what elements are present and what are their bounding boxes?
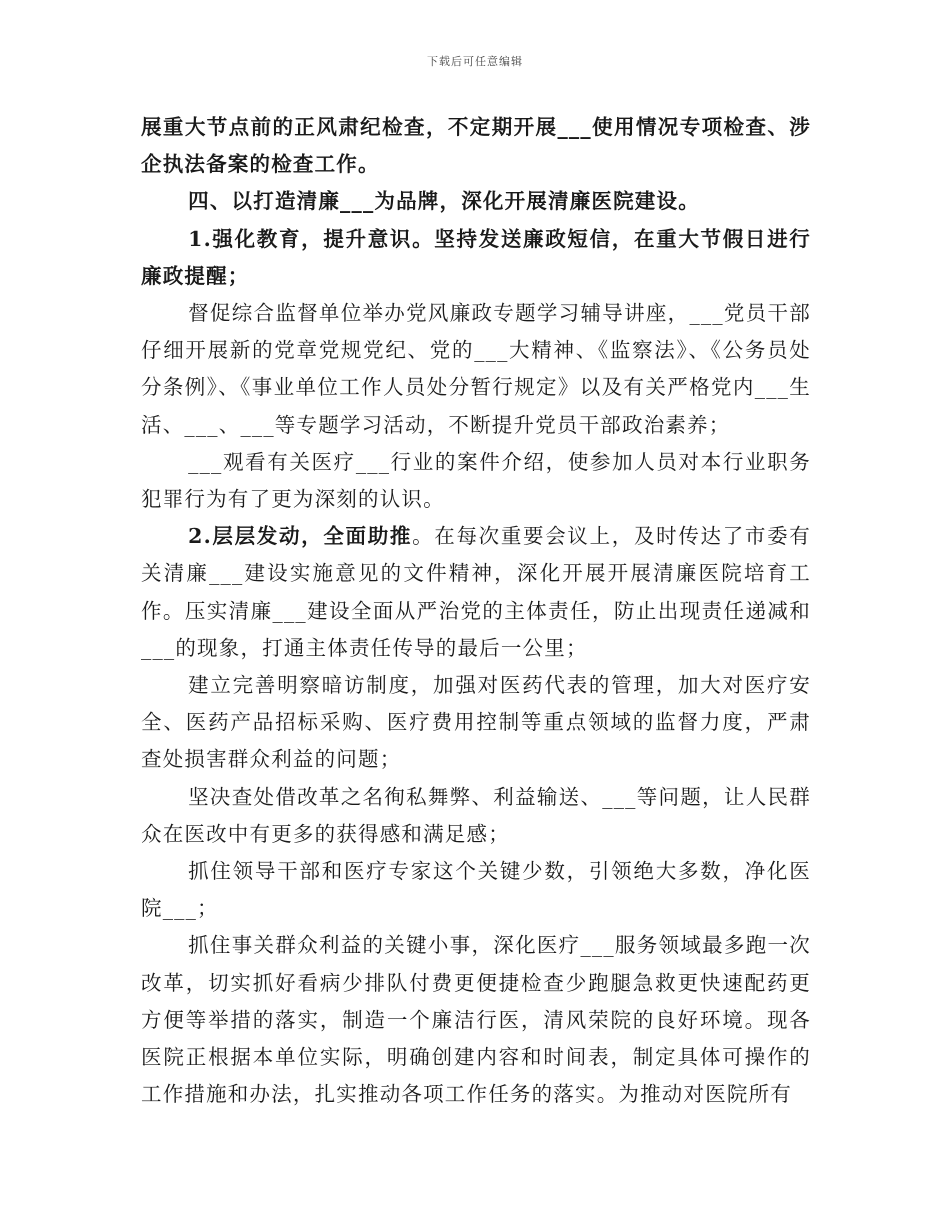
- paragraph-mobilize: [141, 518, 811, 667]
- paragraph-mobilize-text: 。在每次重要会议上，及时传达了市委有关清廉___建设实施意见的文件精神，深化开展开展清廉医院培育工作。压实清廉___建设全面从严治党的主体责任，防止出现责任递减和___的现象，打通主体责任传导的最后一公里；: [141, 524, 811, 660]
- subsection-heading-2: 2.层层发动，全面助推: [188, 524, 413, 549]
- page-header-note: 下载后可任意编辑: [427, 55, 523, 68]
- paragraph-leadership: 抓住领导干部和医疗专家这个关键少数，引领绝大多数，净化医院___；: [141, 859, 811, 921]
- paragraph-education: 督促综合监督单位举办党风廉政专题学习辅导讲座，___党员干部仔细开展新的党章党规党纪、党的___大精神、《监察法》、《公务员处分条例》、《事业单位工作人员处分暂行规定》以及有关严格党内___生活、___、___等专题学习活动，不断提升党员干部政治素养；: [141, 301, 811, 437]
- paragraph-investigation: 坚决查处借改革之名徇私舞弊、利益输送、___等问题，让人民群众在医改中有更多的获得感和满足感；: [141, 784, 811, 846]
- paragraph-case-study: ___观看有关医疗___行业的案件介绍，使参加人员对本行业职务犯罪行为有了更为深刻的认识。: [141, 449, 811, 512]
- section-heading-4: 四、以打造清廉___为品牌，深化开展清廉医院建设。: [188, 189, 700, 214]
- document-body: [141, 109, 811, 1113]
- paragraph-1: 展重大节点前的正风肃纪检查，不定期开展___使用情况专项检查、涉企执法备案的检查工作。: [141, 115, 811, 177]
- paragraph-reform: 抓住事关群众利益的关键小事，深化医疗___服务领域最多跑一次改革，切实抓好看病少排队付费更便捷检查少跑腿急救更快速配药更方便等举措的落实，制造一个廉洁行医，清风荣院的良好环境。现各医院正根据本单位实际，明确创建内容和时间表，制定具体可操作的工作措施和办法，扎实推动各项工作任务的落实。为推动对医院所有: [141, 933, 811, 1107]
- subsection-heading-1: 1.强化教育，提升意识。坚持发送廉政短信，在重大节假日进行廉政提醒；: [141, 226, 811, 288]
- paragraph-inspection: 建立完善明察暗访制度，加强对医药代表的管理，加大对医疗安全、医药产品招标采购、医疗费用控制等重点领域的监督力度，严肃查处损害群众利益的问题；: [141, 673, 811, 772]
